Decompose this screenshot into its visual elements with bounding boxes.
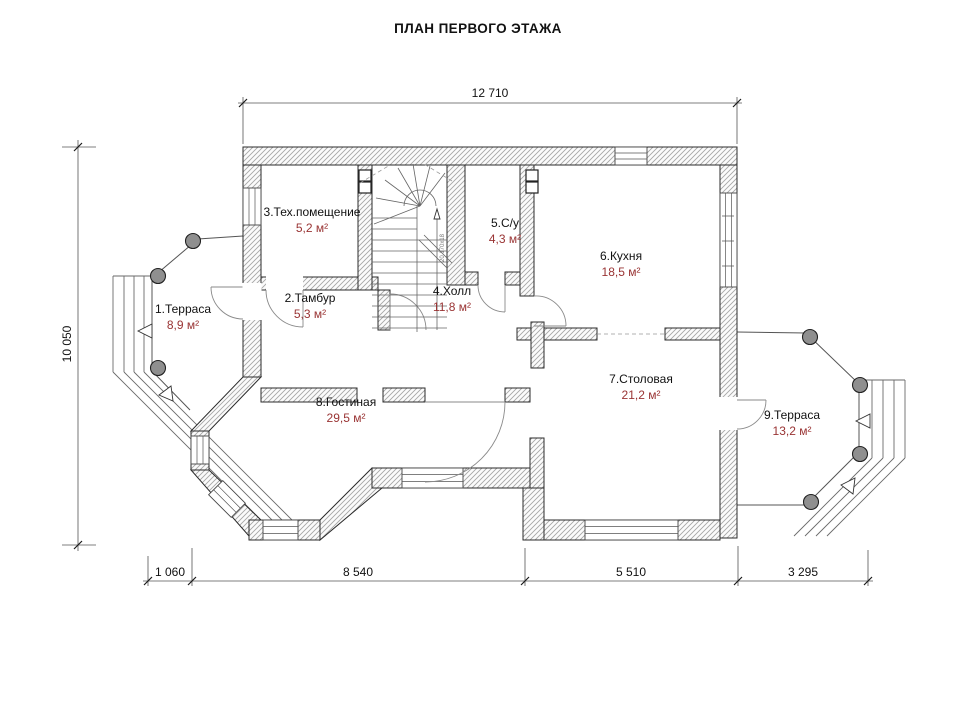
dim-left-value: 10 050 — [60, 325, 74, 363]
door-terrace1-tambur — [211, 283, 262, 320]
window-bay-left — [191, 436, 209, 464]
dimension-left — [60, 140, 96, 551]
room-area-kitchen: 18,5 м² — [601, 265, 641, 279]
room-name-tech: 3.Тех.помещение — [263, 205, 361, 219]
room-name-hall: 4.Холл — [432, 284, 472, 298]
column — [853, 378, 868, 393]
column — [151, 361, 166, 376]
room-area-hall: 11,8 м² — [432, 300, 472, 314]
stair-direction-arrow — [434, 209, 440, 219]
column — [151, 269, 166, 284]
room-area-terrace1: 8,9 м² — [166, 318, 200, 332]
door-su — [478, 285, 505, 312]
column — [853, 447, 868, 462]
window-left — [243, 188, 261, 225]
wall-cross-v — [531, 322, 544, 368]
window-living-front — [402, 468, 463, 488]
wall-tambur-hall — [378, 290, 390, 330]
terrace-left-step-arrow — [138, 324, 152, 338]
column — [804, 495, 819, 510]
room-area-tech: 5,2 м² — [295, 221, 329, 235]
room-area-terrace9: 13,2 м² — [772, 424, 812, 438]
stair-note: 20 170x18 — [440, 233, 446, 263]
wall-hall-living-b — [383, 388, 425, 402]
room-name-terrace9: 9.Терраса — [763, 408, 821, 422]
wall-dining-west — [523, 488, 544, 540]
door-dining-terrace9 — [719, 397, 766, 430]
window-top — [615, 147, 647, 165]
wall-stair-right — [447, 165, 465, 285]
wall-top — [243, 147, 737, 165]
dim-bottom-2: 8 540 — [342, 565, 374, 579]
dim-bottom-3: 5 510 — [615, 565, 647, 579]
dim-top-value: 12 710 — [471, 86, 509, 100]
dimension-bottom — [143, 546, 873, 586]
wall-bay-diagonal-1 — [191, 377, 261, 431]
dimension-top — [238, 86, 742, 144]
door-tambur-hall — [390, 294, 426, 330]
room-name-terrace1: 1.Терраса — [154, 302, 212, 316]
room-area-su: 4,3 м² — [488, 232, 522, 246]
column — [803, 330, 818, 345]
room-area-tambur: 5,3 м² — [293, 307, 327, 321]
column — [186, 234, 201, 249]
room-area-living: 29,5 м² — [326, 411, 366, 425]
room-name-living: 8.Гостиная — [315, 395, 377, 409]
room-name-kitchen: 6.Кухня — [599, 249, 643, 263]
room-name-su: 5.С/у — [490, 216, 520, 230]
room-name-tambur: 2.Тамбур — [284, 291, 336, 305]
dim-bottom-1: 1 060 — [154, 565, 186, 579]
wall-su-bottom-right — [505, 272, 520, 285]
room-area-dining: 21,2 м² — [621, 388, 661, 402]
wall-kitchen-dining — [665, 328, 720, 340]
window-dining — [585, 520, 678, 540]
dim-bottom-4: 3 295 — [787, 565, 819, 579]
room-name-dining: 7.Столовая — [609, 372, 673, 386]
window-bay-bottom — [263, 520, 298, 540]
terrace-right-step-arrow-2 — [841, 478, 855, 494]
wall-pillar — [530, 438, 544, 488]
terrace-right-step-arrow — [856, 414, 870, 428]
wall-cross-h — [517, 328, 597, 340]
terrace-right — [737, 332, 905, 536]
door-kitchen — [534, 296, 566, 326]
plan-title: ПЛАН ПЕРВОГО ЭТАЖА — [394, 21, 562, 36]
window-kitchen — [720, 193, 737, 287]
wall-hall-living-c — [505, 388, 530, 402]
